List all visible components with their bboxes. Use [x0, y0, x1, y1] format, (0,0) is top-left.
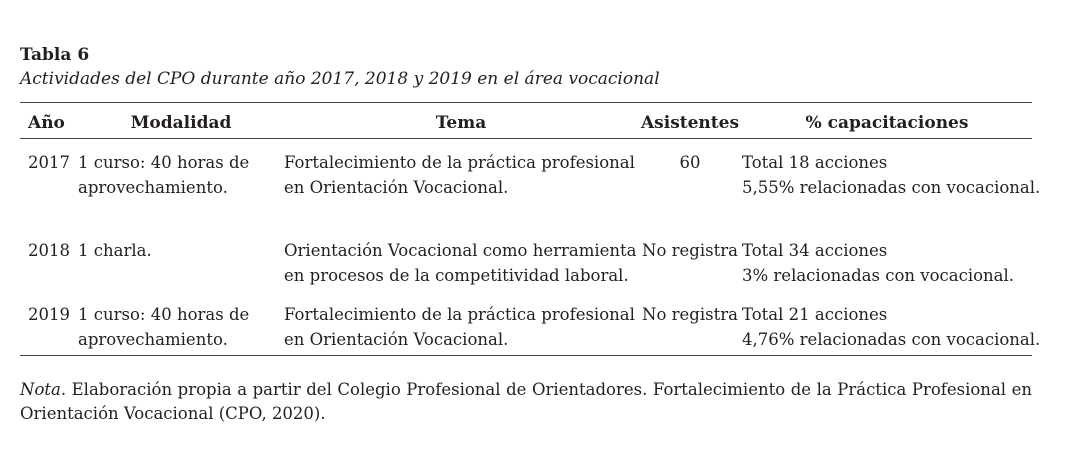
table-header-row — [20, 103, 1032, 139]
cell-modalidad — [78, 238, 284, 302]
header-tema: Tema — [435, 113, 487, 133]
cell-line: Total 21 acciones — [742, 305, 888, 324]
document-page — [20, 44, 1041, 443]
table-note — [20, 378, 1032, 426]
cell-tema — [284, 302, 638, 356]
header-capacitaciones: % capacitaciones — [805, 113, 969, 133]
table-row — [20, 302, 1032, 356]
cell-line: 5,55% relacionadas con vocacional. — [742, 178, 1041, 197]
table-row — [20, 238, 1032, 302]
cell-line: en Orientación Vocacional. — [284, 178, 509, 197]
cell-line: Orientación Vocacional como herramienta — [284, 241, 637, 260]
cell-asistentes: No registra — [642, 241, 738, 260]
cell-tema — [284, 139, 638, 239]
cell-year: 2018 — [28, 241, 70, 260]
cell-modalidad — [78, 139, 284, 239]
cell-line: 1 charla. — [78, 241, 152, 260]
table-caption: Actividades del CPO durante año 2017, 2018 y 2019 en el área vocacional — [20, 69, 660, 89]
table-row — [20, 139, 1032, 239]
header-year: Año — [28, 113, 65, 133]
cell-line: 1 curso: 40 horas de — [78, 153, 250, 172]
note-label: Nota — [20, 380, 61, 399]
cell-line: en procesos de la competitividad laboral. — [284, 266, 629, 285]
cell-line: Fortalecimiento de la práctica profesional — [284, 153, 635, 172]
cell-capacitaciones — [742, 238, 1032, 302]
cell-line: 4,76% relacionadas con vocacional. — [742, 330, 1041, 349]
cell-asistentes: No registra — [642, 305, 738, 324]
cell-line: Fortalecimiento de la práctica profesional — [284, 305, 635, 324]
cell-line: 1 curso: 40 horas de — [78, 305, 250, 324]
cell-asistentes: 60 — [679, 153, 701, 172]
cell-year: 2017 — [28, 153, 70, 172]
cell-capacitaciones — [742, 302, 1041, 356]
cell-tema — [284, 238, 638, 302]
note-text: . Elaboración propia a partir del Colegio Profesional de Orientadores. Fortalecimiento de la Práctica Profesional en Orientación Vocacional (CPO, 2020). — [20, 380, 1032, 423]
cell-line: en Orientación Vocacional. — [284, 330, 509, 349]
cell-modalidad — [78, 302, 284, 356]
cell-year: 2019 — [28, 305, 70, 324]
cell-line: Total 34 acciones — [742, 241, 888, 260]
table-label: Tabla 6 — [20, 45, 90, 65]
cell-line: aprovechamiento. — [78, 330, 228, 349]
header-asistentes: Asistentes — [640, 113, 740, 133]
header-modalidad: Modalidad — [130, 113, 232, 133]
cell-line: 3% relacionadas con vocacional. — [742, 266, 1015, 285]
cell-line: Total 18 acciones — [742, 153, 888, 172]
cell-capacitaciones — [742, 139, 1041, 239]
activities-table — [20, 102, 1041, 356]
cell-line: aprovechamiento. — [78, 178, 228, 197]
